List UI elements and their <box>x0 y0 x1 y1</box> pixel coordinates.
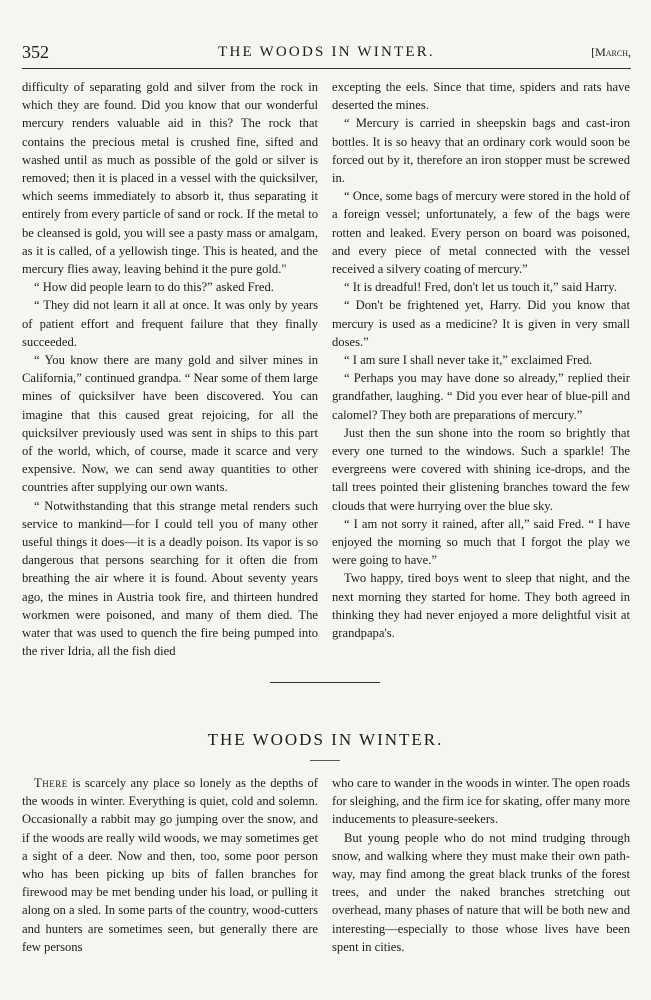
paragraph: “ Notwithstanding that this strange metal renders such service to mankind—for I could tell you of many other useful things it does—it is a deadly poison. Its vapor is so dangerous that persons searching for it often die from breathing the air where it is found. About seventy years ago, the mines in Austria took fire, and thirteen hundred workmen were poisoned, and many of them died. The water that was used to quench the fire being pumped into the river Idria, all the fish died <box>22 498 318 659</box>
paragraph: excepting the eels. Since that time, spiders and rats have deserted the mines. <box>332 80 630 113</box>
issue-month: [March, <box>591 45 631 59</box>
paragraph: “ It is dreadful! Fred, don't let us touch it,” said Harry. <box>344 280 617 295</box>
paragraph: difficulty of separating gold and silver from the rock in which they are found. Did you know that our wonderful mercury renders valuable aid in this? The rock that contains the precious metal is crushed fine, sifted and washed until as much as possible of the gold or silver is removed; then it is placed in a vessel with the quicksilver, which seems immediately to absorb it, thus separating it entirely from every particle of sand or rock. If the metal to be cleansed is gold, you will see a pasty mass or amalgam, as it is called, of a yellowish tinge. This is heated, and the mercury flies away, leaving behind it the pure gold." <box>22 80 318 277</box>
running-title: THE WOODS IN WINTER. <box>218 44 435 60</box>
paragraph: “ You know there are many gold and silver mines in California,” continued grandpa. “ Near some of them large mines of quicksilver have been discovered. You can imagine that this caused great rejoicing, for all the quicksilver previously used was sent in ships to this part of the world, which, of course, made it scarce and very expensive. Now, we can send away quantities to other countries after supplying our own wants. <box>22 353 318 495</box>
paragraph: “ I am sure I shall never take it,” exclaimed Fred. <box>344 353 593 368</box>
section-separator <box>270 682 380 683</box>
paragraph: Just then the sun shone into the room so brightly that every one turned to the windows. Such a sparkle! The evergreens were covered with shining ice-drops, and the tall trees pointed their glistening branches toward the few clouds that were hurrying over the blue sky. <box>332 425 630 513</box>
lead-paragraph-text: is scarcely any place so lonely as the depths of the woods in winter. Everything is quiet, cold and solemn. Occasionally a rabbit may go jumping over the snow, and if the woods are really wild woods, we may sometimes get a sight of a deer. Now and then, too, some poor person who has been picking up bits of fallen branches for firewood may be met bending under his load, or pulling it along on a sled. In some parts of the country, wood-cutters and hunters are sometimes seen, but generally there are few persons <box>22 776 318 954</box>
title-underline <box>310 760 340 761</box>
upper-right-column <box>332 78 630 642</box>
lower-right-column <box>332 774 630 956</box>
header-rule <box>22 68 631 69</box>
paragraph: who care to wander in the woods in winter. The open roads for sleighing, and the firm ice for skating, offer many more inducements to pleasure-seekers. <box>332 776 630 827</box>
upper-left-column <box>22 78 318 661</box>
page-number: 352 <box>22 42 49 62</box>
paragraph: Two happy, tired boys went to sleep that night, and the next morning they started for home. They both agreed in thinking they had never enjoyed a more delightful visit at grandpapa's. <box>332 571 630 641</box>
paragraph: “ Perhaps you may have done so already,” replied their grandfather, laughing. “ Did you ever hear of blue-pill and calomel? They both are preparations of mercury.” <box>332 371 630 422</box>
paragraph: But young people who do not mind trudging through snow, and walking where they must make their own path-way, may find among the great black trunks of the forest trees, and under the naked branches stretching out overhead, many phases of nature that will be both new and interesting—especially to those whose lives have been spent in cities. <box>332 830 630 954</box>
paragraph <box>22 774 318 956</box>
lower-left-column <box>22 774 318 956</box>
paragraph: “ Mercury is carried in sheepskin bags and cast-iron bottles. It is so heavy that an ordinary cork would soon be forced out by it, therefore an iron stopper must be screwed in. <box>332 116 630 186</box>
paragraph: “ Don't be frightened yet, Harry. Did you know that mercury is used as a medicine? It is given in very small doses.” <box>332 298 630 349</box>
paragraph: “ How did people learn to do this?” asked Fred. <box>34 280 274 295</box>
article-title: THE WOODS IN WINTER. <box>207 730 444 749</box>
paragraph: “ Once, some bags of mercury were stored in the hold of a foreign vessel; unfortunately, a few of the bags were rotten and leaked. Every person on board was poisoned, and every piece of metal connected with the vessel received a silvery coating of mercury.” <box>332 189 630 277</box>
paragraph: “ They did not learn it all at once. It was only by years of patient effort and frequent failure that they finally succeeded. <box>22 298 318 349</box>
lead-word: There <box>34 776 68 790</box>
page-header <box>22 42 631 66</box>
paragraph: “ I am not sorry it rained, after all,” said Fred. “ I have enjoyed the morning so much that I forgot the play we were going to have.” <box>332 516 630 568</box>
